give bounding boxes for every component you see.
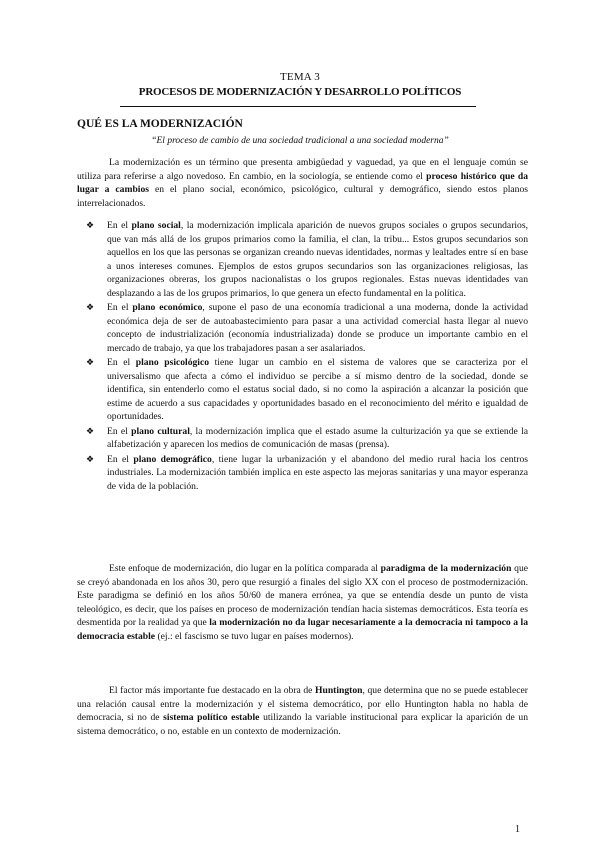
topic-number: TEMA 3 <box>279 71 320 83</box>
title-underline <box>120 106 476 107</box>
document-title: PROCESOS DE MODERNIZACIÓN Y DESARROLLO POLÍTICOS <box>138 86 462 98</box>
list-item: ❖ En el plano social, la modernización implicala aparición de nuevos grupos sociales o grupos secundarios, que van más allá de los grupos primarios como la familia, el clan, la tribu... Estos grupos secundarios son aquellos en los que las personas se organizan creando nuevas identidades, normas y lealtades entre sí en base a unos intereses comunes. Ejemplos de estos grupos secundarios son las organizaciones religiosas, las organizaciones obreras, los grupos nacionalistas o los grupos regionales. Estas nuevas identidades van desplazando a las de los grupos primarios, lo que genera un efecto fundamental en la política. <box>86 220 528 299</box>
intro-bold-1: proceso histórico que da lugar a cambios <box>77 170 528 195</box>
diamond-bullet-icon: ❖ <box>86 357 95 367</box>
section-subtitle: “El proceso de cambio de una sociedad tradicional a una sociedad moderna” <box>151 136 449 146</box>
list-item: ❖ En el plano demográfico, tiene lugar la urbanización y el abandono del medio rural hacia los centros industriales. La modernización también implica en este aspecto las mejoras sanitarias y una mayor esperanza de vida de la población. <box>86 453 528 492</box>
diamond-bullet-icon: ❖ <box>86 302 95 312</box>
huntington-paragraph: El factor más importante fue destacado en la obra de Huntington, que determina que no se puede establecer una relación causal entre la modernización y el sistema democrático, por ello Huntington habla no habla de democracia, si no de sistema político estable utilizando la variable institucional para explicar la aparición de un sistema democrático, o no, estable en un contexto de modernización. <box>77 685 529 737</box>
planes-list <box>77 219 528 494</box>
list-item: ❖ En el plano psicológico tiene lugar un cambio en el sistema de valores que se caracteriza por el universalismo que afecta a cómo el individuo se percibe a sí mismo dentro de la sociedad, donde se identifica, sin entenderlo como el estatus social dado, si no como la aspiración a alcanzar la posición que estime de acuerdo a sus capacidades y oportunidades basado en el reconocimiento del mérito e igualdad de oportunidades. <box>86 357 528 422</box>
section-heading: QUÉ ES LA MODERNIZACIÓN <box>77 118 243 130</box>
diamond-bullet-icon: ❖ <box>86 220 95 230</box>
diamond-bullet-icon: ❖ <box>86 453 95 464</box>
page-number: 1 <box>515 824 520 835</box>
intro-text-2: en el plano social, económico, psicológico, cultural y demográfico, siendo estos planos interrelacionados. <box>77 184 528 209</box>
list-item: ❖ En el plano cultural, la modernización implica que el estado asume la culturización ya que se extiende la alfabetización y aparecen los medios de comunicación de masas (prensa). <box>86 425 528 450</box>
intro-paragraph <box>77 156 528 210</box>
diamond-bullet-icon: ❖ <box>86 425 95 436</box>
list-item: ❖ En el plano económico, supone el paso de una economía tradicional a una moderna, donde la actividad económica deja de ser de autoabastecimiento para pasar a una actividad comercial hasta llegar al nuevo concepto de industrialización (economía industrializada) donde se produce un importante cambio en el mercado de trabajo, ya que los trabajadores pasan a ser asalariados. <box>86 302 528 354</box>
paradigm-paragraph: Este enfoque de modernización, dio lugar en la política comparada al paradigma de la modernización que se creyó abandonada en los años 30, pero que resurgió a finales del siglo XX con el proceso de postmodernización. Este paradigma se definió en los años 50/60 de manera errónea, ya que se entendía desde un punto de vista teleológico, es decir, que los países en proceso de modernización tendían hacia sistemas democráticos. Esta teoría es desmentida por la realidad ya que la modernización no da lugar necesariamente a la democracia ni tampoco a la democracia estable (ej.: el fascismo se tuvo lugar en países modernos). <box>77 563 529 642</box>
intro-text-1: La modernización es un término que presenta ambigüedad y vaguedad, ya que en el lenguaje común se utiliza para referirse a algo novedoso. En cambio, en la sociología, se entiende como el <box>77 157 528 182</box>
